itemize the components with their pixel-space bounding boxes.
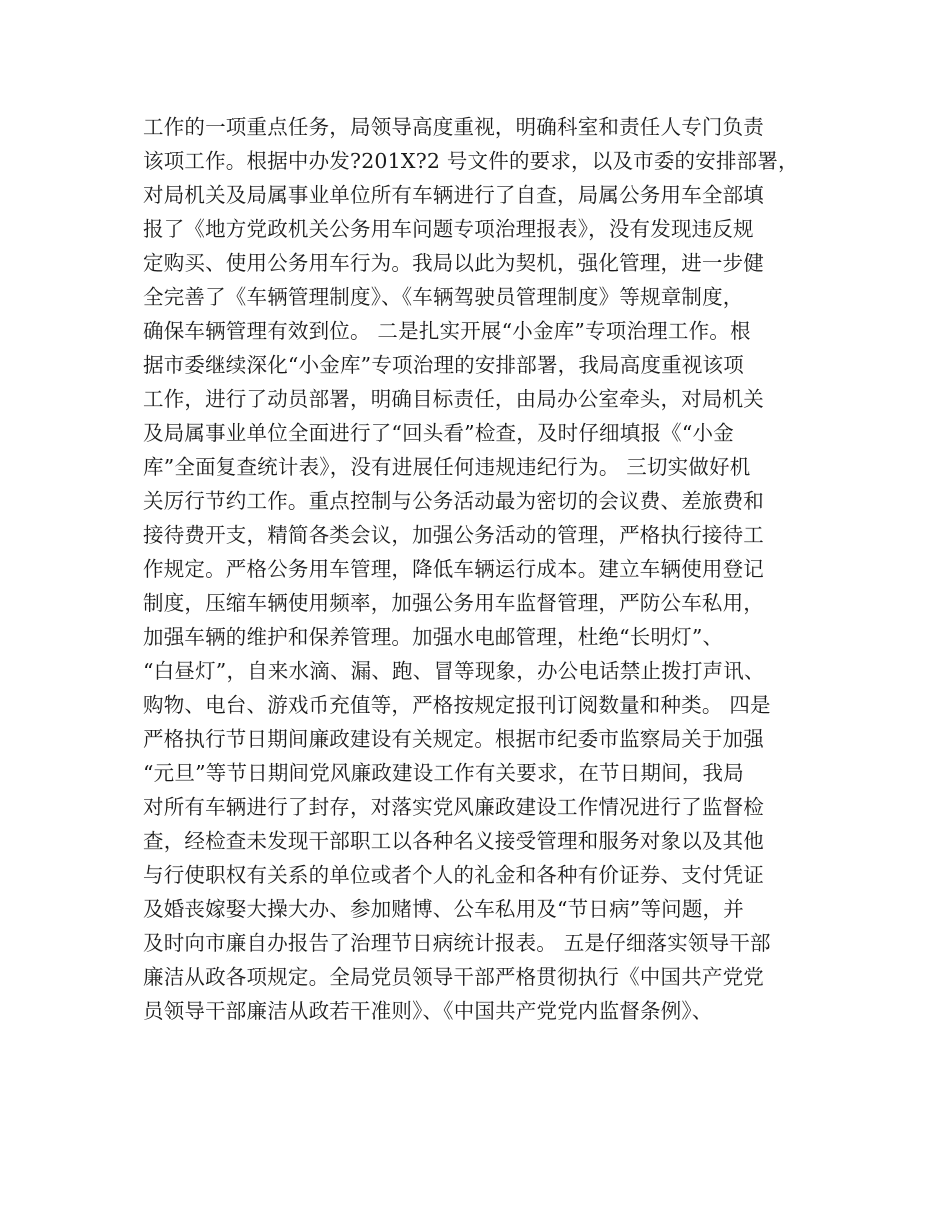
text-line: 廉洁从政各项规定。全局党员领导干部严格贯彻执行《中国共产党党: [143, 965, 764, 989]
text-line: 确保车辆管理有效到位。 二是扎实开展“小金库”专项治理工作。根: [143, 319, 751, 343]
text-line: 制度，压缩车辆使用频率，加强公务用车监督管理，严防公车私用，: [143, 591, 764, 615]
text-line: 查，经检查未发现干部职工以各种名义接受管理和服务对象以及其他: [143, 829, 764, 853]
text-line: 该项工作。根据中办发?201X?2 号文件的要求，以及市委的安排部署，: [143, 149, 799, 173]
text-line: 报了《地方党政机关公务用车问题专项治理报表》，没有发现违反规: [143, 217, 754, 241]
text-line: 及局属事业单位全面进行了“回头看”检查，及时仔细填报《“小金: [143, 421, 734, 445]
text-line: 购物、电台、游戏币充值等，严格按规定报刊订阅数量和种类。 四是: [143, 693, 771, 717]
text-line: 对所有车辆进行了封存，对落实党风廉政建设工作情况进行了监督检: [143, 795, 764, 819]
text-line: 全完善了《车辆管理制度》、《车辆驾驶员管理制度》等规章制度，: [143, 285, 744, 309]
text-line: 及时向市廉自办报告了治理节日病统计报表。 五是仔细落实领导干部: [143, 931, 771, 955]
text-line: 及婚丧嫁娶大操大办、参加赌博、公车私用及“节日病”等问题，并: [143, 897, 744, 921]
text-line: 对局机关及局属事业单位所有车辆进行了自查，局属公务用车全部填: [143, 183, 764, 207]
text-line: 定购买、使用公务用车行为。我局以此为契机，强化管理，进一步健: [143, 251, 764, 275]
text-line: “白昼灯”，自来水滴、漏、跑、冒等现象，办公电话禁止拨打声讯、: [143, 659, 765, 683]
text-line: 工作的一项重点任务，局领导高度重视，明确科室和责任人专门负责: [143, 115, 764, 139]
text-line: 工作，进行了动员部署，明确目标责任，由局办公室牵头，对局机关: [143, 387, 764, 411]
text-line: 与行使职权有关系的单位或者个人的礼金和各种有价证券、支付凭证: [143, 863, 764, 887]
text-line: 作规定。严格公务用车管理，降低车辆运行成本。建立车辆使用登记: [143, 557, 764, 581]
document-body: [143, 110, 823, 1028]
text-line: “元旦”等节日期间党风廉政建设工作有关要求，在节日期间，我局: [143, 761, 744, 785]
text-line: 关厉行节约工作。重点控制与公务活动最为密切的会议费、差旅费和: [143, 489, 764, 513]
text-line: 加强车辆的维护和保养管理。加强水电邮管理，杜绝“长明灯”、: [143, 625, 724, 649]
text-line: 接待费开支，精简各类会议，加强公务活动的管理，严格执行接待工: [143, 523, 764, 547]
text-line: 库”全面复查统计表》，没有进展任何违规违纪行为。 三切实做好机: [143, 455, 751, 479]
text-line: 严格执行节日期间廉政建设有关规定。根据市纪委市监察局关于加强: [143, 727, 764, 751]
text-line: 据市委继续深化“小金库”专项治理的安排部署，我局高度重视该项: [143, 353, 744, 377]
text-line: 员领导干部廉洁从政若干准则》、《中国共产党党内监督条例》、: [143, 999, 713, 1023]
